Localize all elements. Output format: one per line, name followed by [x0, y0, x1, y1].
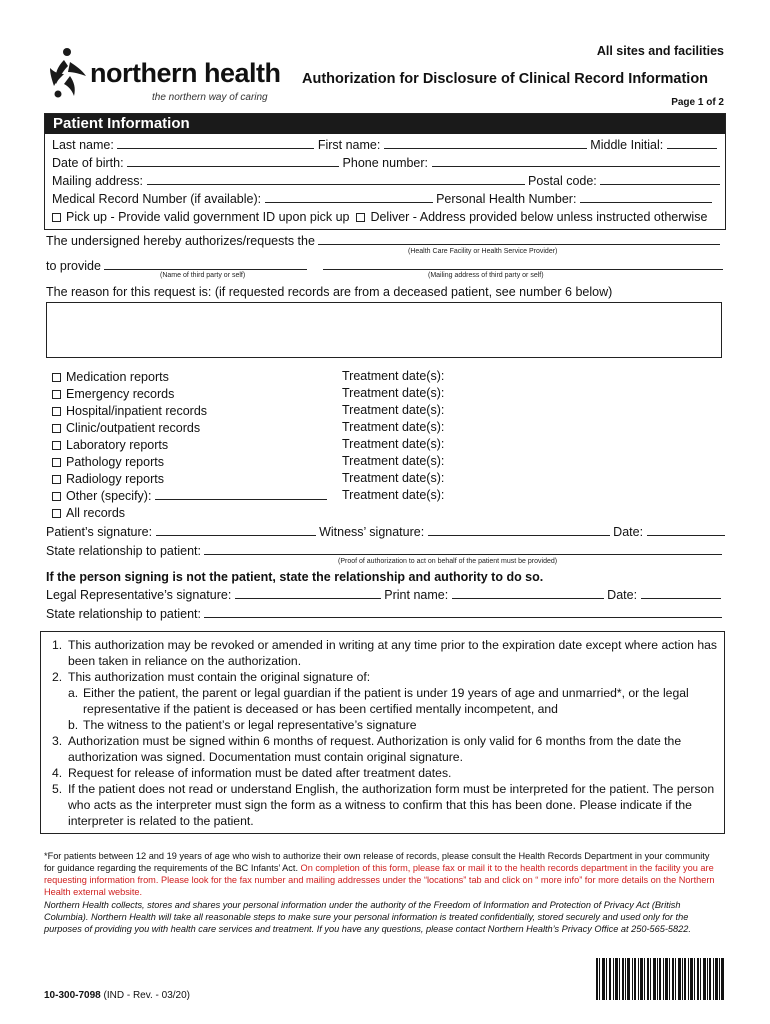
authorize-label: The undersigned hereby authorizes/requests the [46, 234, 315, 248]
last-name-field[interactable] [117, 137, 314, 149]
record-emergency[interactable] [52, 386, 174, 402]
northern-health-logo-icon [44, 46, 90, 104]
term-2 [52, 669, 722, 685]
relationship-row [46, 543, 722, 559]
term-5 [52, 781, 722, 829]
term-num: 2. [52, 670, 63, 684]
patient-signature-row [46, 524, 725, 540]
record-medication[interactable] [52, 369, 169, 385]
patient-info-header [45, 114, 725, 134]
term-num: 3. [52, 734, 63, 748]
form-code: 10-300-7098 [44, 990, 101, 1001]
pickup-checkbox[interactable] [52, 213, 61, 222]
treatment-dates-4[interactable]: Treatment date(s): [342, 420, 445, 434]
term-text: This authorization must contain the original signature of: [68, 670, 371, 684]
patient-signature-label: Patient’s signature: [46, 525, 153, 539]
relationship2-label: State relationship to patient: [46, 607, 201, 621]
term-num: 5. [52, 782, 63, 796]
form-revision: (IND - Rev. - 03/20) [103, 990, 190, 1001]
treatment-dates-3[interactable]: Treatment date(s): [342, 403, 445, 417]
footnote [44, 850, 720, 898]
pickup-label: Pick up - Provide valid government ID upon pick up [66, 210, 350, 224]
witness-signature-label: Witness’ signature: [319, 525, 425, 539]
dob-row [52, 155, 720, 171]
record-label: Emergency records [66, 387, 175, 401]
footnote-text: *For patients between 12 and 19 years of age who wish to authorize their own release of records, please consult the Health Records Department in your community for guidance regarding the requirements of the BC Infants’ Act. [44, 851, 710, 873]
middle-initial-label: Middle Initial: [590, 138, 664, 152]
treatment-dates-6[interactable]: Treatment date(s): [342, 454, 445, 468]
checkbox[interactable] [52, 458, 61, 467]
form-title: Authorization for Disclosure of Clinical Record Information [302, 71, 709, 87]
term-num: 1. [52, 638, 63, 652]
postal-field[interactable] [600, 173, 720, 185]
record-label: Radiology reports [66, 472, 164, 486]
middle-initial-field[interactable] [667, 137, 717, 149]
to-provide-label: to provide [46, 259, 101, 273]
record-label: Hospital/inpatient records [66, 404, 208, 418]
tagline: the northern way of caring [152, 92, 268, 103]
term-text: The witness to the patient’s or legal representative’s signature [83, 718, 417, 732]
relationship-field[interactable] [204, 543, 722, 555]
dob-field[interactable] [127, 155, 339, 167]
record-label: Clinic/outpatient records [66, 421, 201, 435]
term-num: b. [68, 718, 79, 732]
term-text: If the patient does not read or understand English, the authorization form must be interpreted for the patient. The person who acts as the interpreter must sign the form as a witness to confirm that this has been done. Please indicate if the interpreter is related to the patient. [68, 782, 715, 828]
barcode-icon [596, 958, 724, 1000]
checkbox[interactable] [52, 492, 61, 501]
phn-field[interactable] [580, 191, 712, 203]
postal-label: Postal code: [527, 174, 597, 188]
relationship-label: State relationship to patient: [46, 544, 201, 558]
legal-rep-label: Legal Representative’s signature: [46, 588, 232, 602]
record-label: Pathology reports [66, 455, 164, 469]
patient-signature-field[interactable] [156, 524, 316, 536]
relationship-notice: If the person signing is not the patient, state the relationship and authority to do so. [46, 570, 544, 584]
term-text: This authorization may be revoked or amended in writing at any time prior to the expiration date except where action has been taken in reliance on the authorization. [68, 638, 717, 668]
term-text: Either the patient, the parent or legal guardian if the patient is under 19 years of age and unmarried*, or the legal representative if the patient is deceased or has been certified mentally incompetent, and [83, 686, 689, 716]
third-party-caption: (Name of third party or self) [160, 272, 246, 279]
record-all[interactable] [52, 505, 125, 521]
record-label: Other (specify): [66, 489, 152, 503]
deliver-checkbox[interactable] [356, 213, 365, 222]
record-laboratory[interactable] [52, 437, 168, 453]
provider-caption: (Health Care Facility or Health Service Provider) [408, 248, 558, 255]
dob-label: Date of birth: [52, 156, 124, 170]
checkbox[interactable] [52, 373, 61, 382]
date2-label: Date: [607, 588, 638, 602]
term-num: 4. [52, 766, 63, 780]
logo [44, 46, 294, 106]
treatment-dates-1[interactable]: Treatment date(s): [342, 369, 445, 383]
term-text: Request for release of information must be dated after treatment dates. [68, 766, 452, 780]
term-2a [52, 685, 722, 717]
treatment-dates-2[interactable]: Treatment date(s): [342, 386, 445, 400]
footnote-instructions: On completion of this form, please fax or mail it to the health records department in the facility you are requesting information from. Please look for the fax number and mailing addresses under the “locations” tab and click on “ more info” for more details on the Northern Health external website. [44, 863, 715, 897]
checkbox[interactable] [52, 509, 61, 518]
treatment-dates-5[interactable]: Treatment date(s): [342, 437, 445, 451]
last-name-label: Last name: [52, 138, 114, 152]
other-specify-field[interactable] [155, 488, 327, 500]
checkbox[interactable] [52, 441, 61, 450]
phone-label: Phone number: [342, 156, 429, 170]
record-radiology[interactable] [52, 471, 164, 487]
term-3 [52, 733, 722, 765]
record-hospital[interactable] [52, 403, 207, 419]
date-label: Date: [613, 525, 644, 539]
third-party-address-field[interactable] [323, 258, 723, 270]
treatment-dates-7[interactable]: Treatment date(s): [342, 471, 445, 485]
checkbox[interactable] [52, 424, 61, 433]
legal-rep-row [46, 587, 721, 603]
logo-text: northern health [90, 58, 281, 88]
deliver-label: Deliver - Address provided below unless instructed otherwise [370, 210, 708, 224]
treatment-dates-8[interactable]: Treatment date(s): [342, 488, 445, 502]
proof-caption: (Proof of authorization to act on behalf of the patient must be provided) [338, 558, 558, 565]
provide-row [46, 258, 723, 274]
delivery-row [52, 209, 707, 225]
print-name-label: Print name: [384, 588, 449, 602]
reason-textbox[interactable] [46, 302, 722, 358]
phn-label: Personal Health Number: [436, 192, 577, 206]
record-clinic[interactable] [52, 420, 200, 436]
section-title: Patient Information [53, 115, 190, 132]
mailing-row [52, 173, 720, 189]
authorize-row [46, 233, 720, 249]
record-label: Medication reports [66, 370, 169, 384]
name-row [52, 137, 717, 153]
mrn-row [52, 191, 712, 207]
term-num: a. [68, 686, 79, 700]
terms-list [52, 637, 722, 829]
mrn-label: Medical Record Number (if available): [52, 192, 262, 206]
scope-label: All sites and facilities [596, 44, 724, 58]
phone-field[interactable] [432, 155, 720, 167]
checkbox[interactable] [52, 390, 61, 399]
checkbox[interactable] [52, 475, 61, 484]
provider-field[interactable] [318, 233, 720, 245]
mailing-caption: (Mailing address of third party or self) [428, 272, 544, 279]
form-id [44, 990, 190, 1001]
date2-field[interactable] [641, 587, 721, 599]
mailing-field[interactable] [147, 173, 525, 185]
mailing-label: Mailing address: [52, 174, 144, 188]
record-other[interactable] [52, 488, 327, 504]
legal-rep-field[interactable] [235, 587, 381, 599]
checkbox[interactable] [52, 407, 61, 416]
first-name-field[interactable] [384, 137, 587, 149]
relationship2-field[interactable] [204, 606, 722, 618]
print-name-field[interactable] [452, 587, 604, 599]
witness-signature-field[interactable] [428, 524, 610, 536]
first-name-label: First name: [317, 138, 381, 152]
record-label: Laboratory reports [66, 438, 169, 452]
privacy-notice: Northern Health collects, stores and shares your personal information under the authority of the Freedom of Information and Protection of Privacy Act (British Columbia). Northern Health will take all reasonable steps to make sure your personal information is treated confidentially, stored securely and used only for the purposes of providing you with health care services and treatment. If you have any questions, please contact Northern Health’s Privacy Office at 250-565-5822. [44, 900, 691, 934]
page-number: Page 1 of 2 [671, 97, 724, 108]
third-party-field[interactable] [104, 258, 307, 270]
term-1 [52, 637, 722, 669]
term-4 [52, 765, 722, 781]
term-2b [52, 717, 722, 733]
relationship2-row [46, 606, 722, 622]
reason-label: The reason for this request is: (if requested records are from a deceased patient, see number 6 below) [46, 285, 613, 299]
record-label: All records [66, 506, 126, 520]
mrn-field[interactable] [265, 191, 433, 203]
record-pathology[interactable] [52, 454, 164, 470]
date-field[interactable] [647, 524, 725, 536]
term-text: Authorization must be signed within 6 months of request. Authorization is only valid for 6 months from the date the authorization was signed. Documentation must contain original signature. [68, 734, 682, 764]
